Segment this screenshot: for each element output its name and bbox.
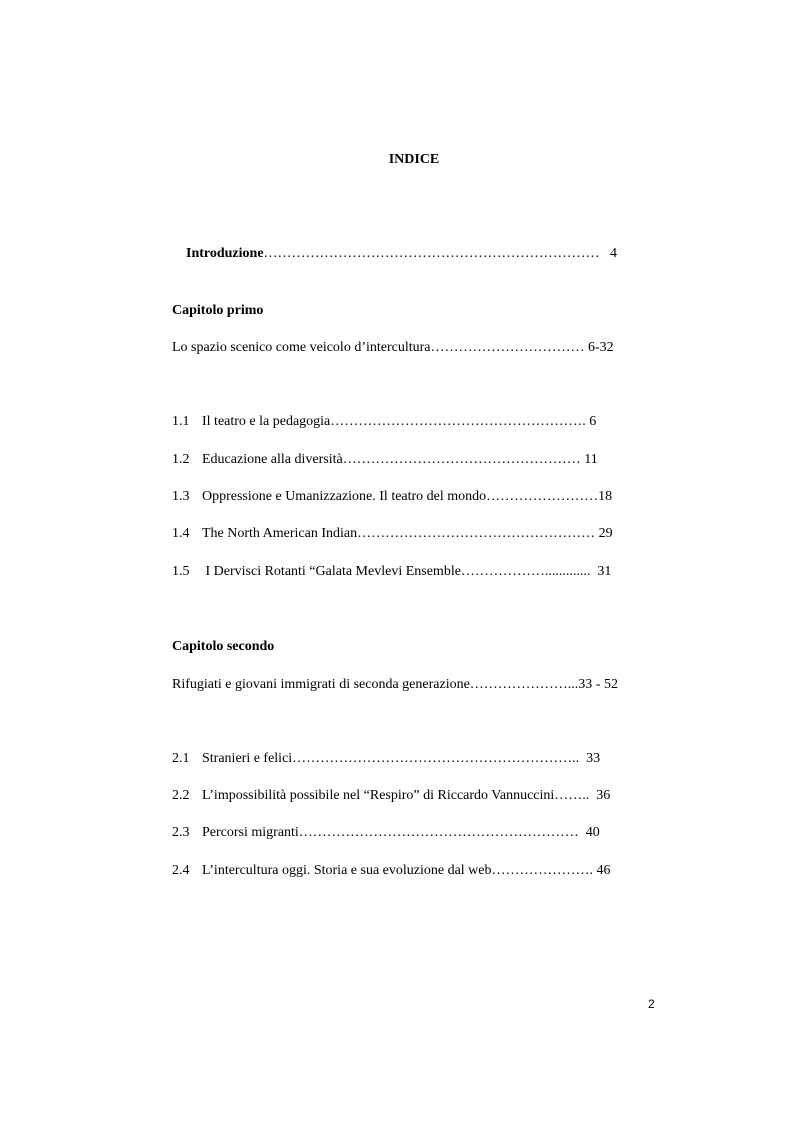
- section-number: 1.3: [172, 489, 190, 504]
- section-title: Stranieri e felici…………………………………………………….. 33: [202, 751, 601, 766]
- section-number: 2.4: [172, 863, 190, 878]
- toc-entry: [172, 451, 598, 469]
- section-number: 1.5: [172, 564, 190, 579]
- chapter-2-heading: Capitolo secondo: [172, 639, 275, 654]
- section-title: Educazione alla diversità…………………………………………… 11: [202, 452, 598, 467]
- section-number: 1.4: [172, 526, 190, 541]
- section-title: I Dervisci Rotanti “Galata Mevlevi Ensemble………………............. 31: [202, 564, 612, 579]
- section-number: 2.2: [172, 788, 190, 803]
- section-number: 1.2: [172, 452, 190, 467]
- section-title: The North American Indian…………………………………………… 29: [202, 526, 613, 541]
- section-title: L’impossibilità possibile nel “Respiro” di Riccardo Vannuccini…….. 36: [202, 788, 611, 803]
- toc-entry: [172, 525, 613, 543]
- section-title: Percorsi migranti…………………………………………………… 40: [202, 825, 600, 840]
- toc-entry: [172, 413, 596, 431]
- section-title: L’intercultura oggi. Storia e sua evoluzione dal web…………………. 46: [202, 863, 611, 878]
- toc-entry: [172, 750, 600, 768]
- toc-entry: [172, 563, 611, 581]
- section-title: Oppressione e Umanizzazione. Il teatro del mondo……………………18: [202, 489, 613, 504]
- section-title: Il teatro e la pedagogia………………………………………………. 6: [202, 414, 597, 429]
- toc-page-number: 4: [599, 246, 618, 261]
- toc-entry: [172, 862, 611, 880]
- toc-entry-introduction: [172, 227, 617, 281]
- chapter-1-heading: Capitolo primo: [172, 303, 264, 318]
- toc-entry: [172, 824, 600, 842]
- chapter-2-main-entry: Rifugiati e giovani immigrati di seconda generazione…………………...33 - 52: [172, 677, 618, 692]
- toc-leader-dots: ………………………………………………………………: [263, 246, 600, 261]
- toc-entry-label: Introduzione: [186, 246, 264, 261]
- chapter-1-main-entry: Lo spazio scenico come veicolo d’intercultura…………………………… 6-32: [172, 340, 614, 355]
- toc-entry: [172, 787, 610, 805]
- toc-entry: [172, 488, 612, 506]
- section-number: 2.1: [172, 751, 190, 766]
- page-title: INDICE: [388, 152, 440, 167]
- page-number: 2: [648, 997, 655, 1011]
- section-number: 1.1: [172, 414, 190, 429]
- section-number: 2.3: [172, 825, 190, 840]
